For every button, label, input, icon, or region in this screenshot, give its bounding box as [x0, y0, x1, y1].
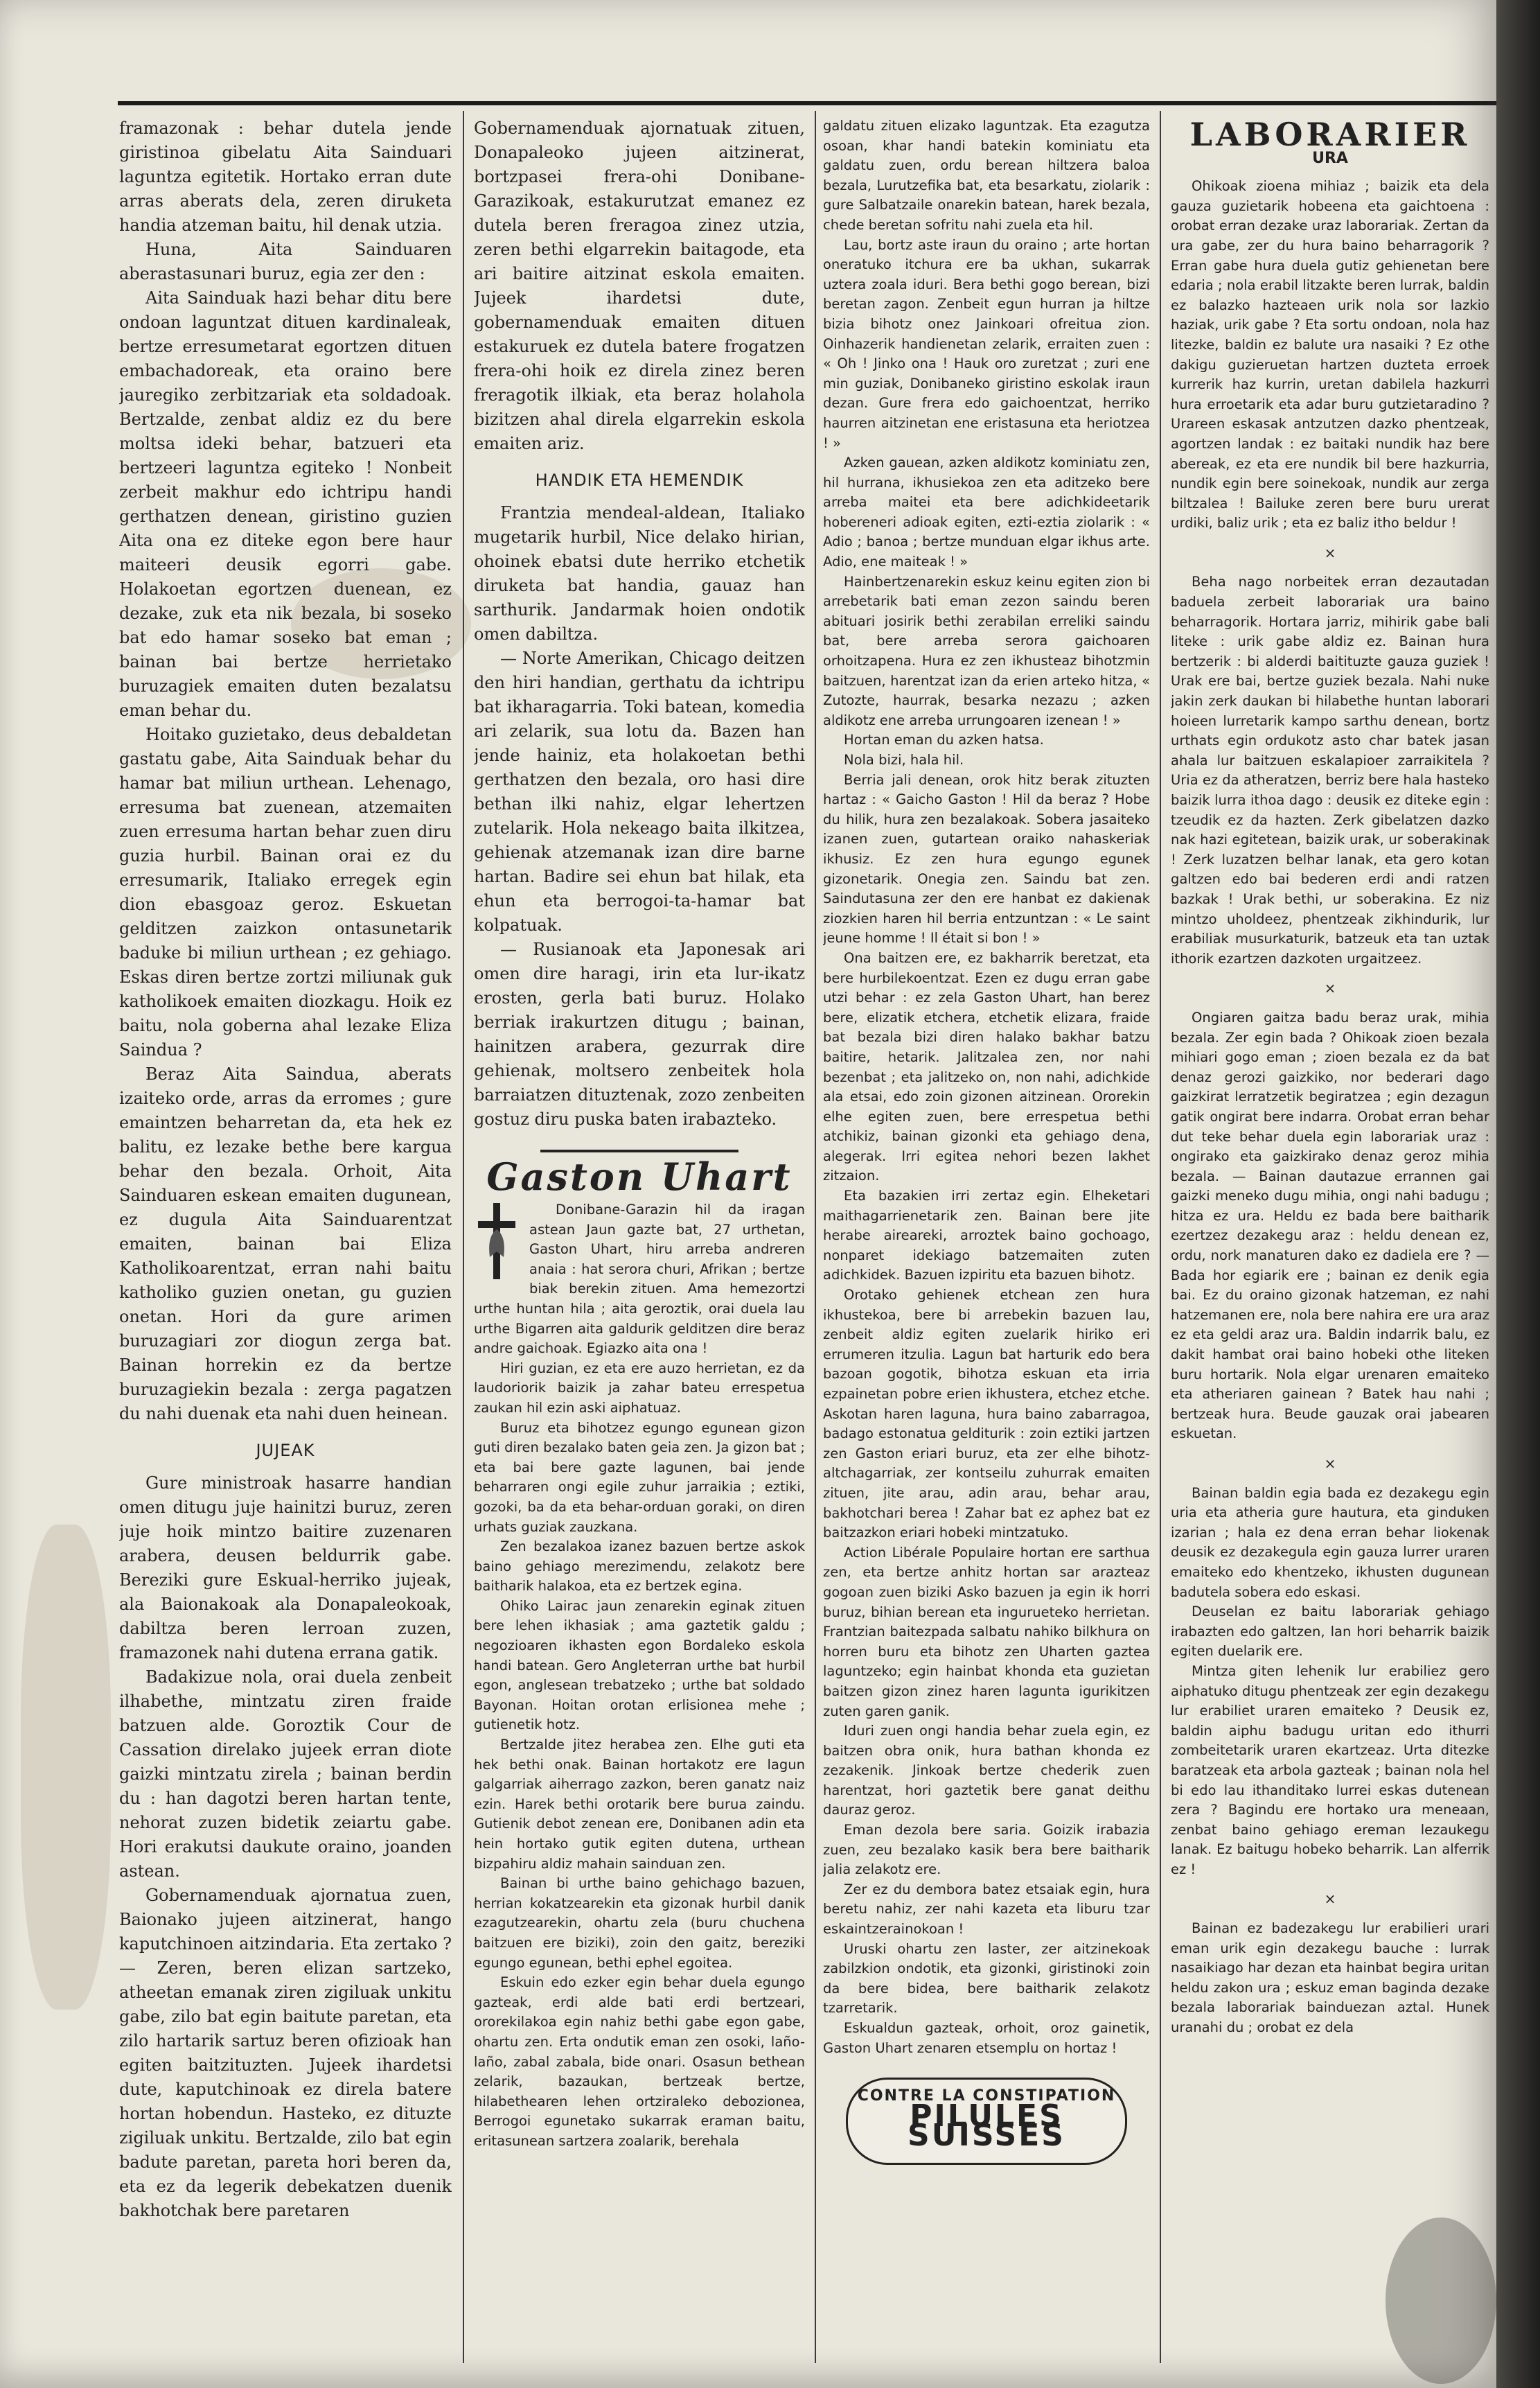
ad-brand: PILULES SUISSES	[908, 2098, 1065, 2154]
paragraph: galdatu zituen elizako laguntzak. Eta ezagutza osoan, khar handi batekin kominiatu eta galdatu zuen, ordu berean hiltzera baloa bezala, Lurutzefika bat, eta besarkatu, ziolarik : gure Salbatzaile onarekin batean, harek bezala, chede beretan sofritu nahi zuela eta hil.	[823, 118, 1150, 233]
paragraph: Huna, Aita Sainduaren aberastasunari buruz, egia zer den :	[119, 240, 452, 283]
paragraph: Beha nago norbeitek erran dezautadan baduela zerbeit laborariak ura baino beharragorik. Hortara jarriz, mihirik gabe bali liteke : urik gabe aldiz ez. Bainan hura bertzerik : bi alderdi baitituzte gauza guziek ! Urak ere bai, bertze guziek bezala. Nahi nuke jakin zerk daukan bi hilabethe huntan laborari hoieen lurretarik kampo sarthu denean, bortz urthats egin ordukotz asto char batek jasan ahala lur baitzuen eskalapioer zarraikitela ? Uria ez da atheratzen, berriz bere hala hasteko baizik lurra ithoa dago : deusik ez ditekе egin : tzeudik ez da hazten. Zerk gibelatzen dazko nak hazi egitetean, baizik urak, ur soberakinak ! Zerk luzatzen belhar lanak, eta gero kotan galtzen edo bai bederen erdi andi ratzen bazkak ! Urak bethi, ur soberakina. Ez niz mintzo uholdeez, phentzeak zikhindurik, lur erabiliak musurkaturik, batzeuk eta tan uztak ithorik ezartzen dazkoten urgaitzeez.	[1171, 574, 1489, 967]
paragraph: Azken gauean, azken aldikotz kominiatu zen, hil hurrana, ikhusiekoa zen eta aditzeko bere arreba maitei eta bere adichkideetarik hobereneri adioak egiten, ezti-eztia ziolarik : « Adio ; banoa ; bertze munduan elgar ikhus arte. Adio, ene maiteak ! »	[823, 455, 1150, 570]
paragraph: Badakizue nola, orai duela zenbeit ilhabethe, mintzatu ziren fraide batzuen alde. Goroztik Cour de Cassation direlako jujeek erran diote gaizki mintzatu zirela ; bainan berdin du : han dagotzi beren hartan tente, nehorat zuzen bidetik zeiartu gabe. Hori erakutsi daukute oraino, joanden astean.	[119, 1667, 452, 1881]
column-rule	[463, 111, 464, 2363]
paragraph: Lau, bortz aste iraun du oraino ; arte hortan oneratuko itchura ere ba ukhan, sukarrak uztera zoala iduri. Bera bethi gogo berean, bizi beretan zagon. Zenbeit egun hurran ja hiltze bizia bihotz onez Jainkoari ofreitua zion. Oinhazerik handienetan zelarik, erraiten zuen : « Oh ! Jinko ona ! Hauk oro zuretzat ; zuri ene min guziak, Donibaneko giristino eskolak iraun dezan. Gure frera edo gaichoentzat, herriko haurren aitzinetan ene eristasuna eta heriotzea ! »	[823, 236, 1150, 451]
paragraph: Eskuin edo ezker egin behar duela egungo gazteak, erdi alde bati erdi bertzeari, ororekilakoa egin nahiz bethi gabe egon gabe, ohartu zen. Erta ondutik eman zen osoki, laño-laño, zabal zabala, bide onari. Osasun bethean zelarik, bazaukan, bertzeak bertze, hilabethearen lehen ortziraleko debozionea, Berrogoi egunetako sukarrak eraman baitu, eritasunean sartzera zoalarik, berehala	[474, 1974, 805, 2149]
obituary-rule	[540, 1150, 739, 1152]
paragraph: Ongiaren gaitza badu beraz urak, mihia bezala. Zer egin bada ? Ohikoak zioen bezala mihiari gogo eman ; zioen bezala ez da bat denaz gerozi gaizkiko, nor bederari dago gaizkirat lerratzetik begiratzea ; egin dezagun gatik ongirat bere indarra. Orobat erran behar dut teke behar duela egin laborariak uraz : ongirako eta gaizkirako denaz geroz mihia bezala. — Bainan dautazue errannen gai gaizki meneko dugu mihia, ongi nahi badugu ; hitza ez ura. Heldu ez bada bere baitharik ezertzez dezakegu araz : heldu denean ez, ordu, nork manaturen dako ez dadiela ere ? — Bada hor egiarik ere ; bainan ez denik egia bai. Ez du oraino gizonak hatzeman, ez nahi hatzemanen ere, nola bere nahira ere ura araz ez eta geldi araz ura. Baldin indarrik balu, ez dakit hambat orai baino hobeki othe liteken buru hortarik. Nola elgar urenaren emaiteko eta atheriaren gainean ? Batek hau nahi ; bertzeak hura. Beude gauzak orai jabearen eskuetan.	[1171, 1009, 1489, 1442]
paper-stain	[21, 1525, 111, 2010]
paragraph: — Norte Amerikan, Chicago deitzen den hiri handian, gerthatu da ichtripu bat ikharagarria. Toki batean, komedia ari zelarik, sua lotu da. Bazen han jende hainiz, eta holakoetan bethi gerthatzen den bezala, oro hasi dire bethan ilki nahiz, elgar lehertzen zutelarik. Hola nekeago baita ilkitzea, gehienak atzemanak izan dire barne hartan. Badire sei ehun bat hilak, eta ehun eta berrogoi-ta-hamar bat kolpatuak.	[474, 649, 805, 935]
paragraph: Eskualdun gazteak, orhoit, oroz gainetik, Gaston Uhart zenaren etsemplu on hortaz !	[823, 2020, 1150, 2056]
paragraph: — Rusianoak eta Japonesak ari omen dire haragi, irin eta lur-ikatz erosten, gerla bati buruz. Holako berriak irakurtzen ditugu ; bainan, hainitzen arabera, gezurrak dire gehienak, moltsero zenbeitek hola barraiatzen dituztenak, zozo zenbeiten gostuz diru puska baten irabazteko.	[474, 940, 805, 1129]
separator-mark: ×	[1324, 1455, 1336, 1472]
paragraph: Zen bezalakoa izanez bazuen bertze askok baino gehiago merezimendu, zelakotz bere baitharik halakoa, eta ez bertzek egina.	[474, 1538, 805, 1595]
paragraph: Gure ministroak hasarre handian omen ditugu juje hainitzi buruz, zeren juje hoik mintzo baitire zuzenaren arabera, deusen beldurrik gabe. Bereziki gure Eskual-herriko jujeak, ala Baionakoak ala Donapaleokoak, dabiltza beren lerroan zuzen, framazonek nahi dutena errana gatik.	[119, 1473, 452, 1662]
section-heading: HANDIK ETA HEMENDIK	[535, 471, 744, 490]
top-rule	[118, 101, 1496, 105]
paragraph: Uruski ohartu zen laster, zer aitzinekoak zabilzkion ondotik, eta gizonki, giristinoki zoin da bere bidea, bere baitharik zelakotz tzarretarik.	[823, 1940, 1150, 2017]
column-3	[823, 116, 1150, 2334]
paragraph: Hoitako guzietako, deus debaldetan gastatu gabe, Aita Sainduak behar du hamar bat miliun urthean. Lehenago, erresuma bat zuenean, atzemaiten zuen erresuma hartan behar zuen diru guzia hurbil. Bainan orai ez du erresumarik, Italiako erregek egin dion ebasgoaz geroz. Eskuetan gelditzen zaizkon ontasunetarik baduke bi miliun urthean ; ez gehiago. Eskas diren bertze zortzi miliunak guk katholikoek emaiten diozkagu. Hoik ez baitu, nola goberna ahal lezake Eliza Saindua ?	[119, 725, 452, 1060]
paragraph: Nola bizi, hala hil.	[844, 752, 964, 768]
paragraph: Eta bazakien irri zertaz egin. Elheketari maithagarrienetarik zen. Bainan bere jite herabe aireareki, arroztek baino gochoago, nonparet idekiago batzemaiten zuten adichkidek. Bazuen izpiritu eta bazuen bihotz.	[823, 1188, 1150, 1283]
paragraph: Mintza giten lehenik lur erabiliez gero aiphatuko ditugu phentzeak zer egin dezakegu lur erabiliet uraren emaiteko ? Deusik ez, baldin aiphu badugu uritan edo ithurri zombeitetarik uraren ekartzeaz. Urta ditezke baratzeak eta arbola gazteak ; bainan nola hel bi edo lau ithanditako lurrei eskas dutenean zera ? Bagindu ere hortako ura meneaan, zenbat baino gehiago ereman lezaukegu lanak. Ez baitugu hobeko beharrik. Lan alferrik ez !	[1171, 1662, 1489, 1877]
paragraph: Eman dezola bere saria. Goizik irabazia zuen, zeu bezalako kasik bera bere baitharik jalia zelakotz ere.	[823, 1822, 1150, 1878]
paragraph: Ohikoak zioena mihiaz ; baizik eta dela gauza guzietarik hobeena eta gaichtoena : orobat erran dezake uraz laborariak. Zertan da ura gabe, zer du hura baino beharragorik ? Erran gabe hura duela gutiz gehienetan bere edaria ; nola erabil litzakte beren lurrak, baldin ez balazko hazteaen urik nola sor lazkio haziak, urik gabe ? Eta sortu ondoan, nola haz litezke, baldin ez balute ura nasaiki ? Ez othe dakigu guzieruetan hartzen duzteta erroek kurrerik haz kurrin, uretan dabilela hazkurri hura erroetarik eta adar buru gutzietaradino ? Urareen eskasak antzutzen dazko phentzeak, agortzen landak : ez baitaki nundik haz bere abereak, ez eta ere nundik bil bere hazkurria, nundik egin bere soinekoak, nundik aur zerga biltzalea ! Bailuke zeren bere buru urerat urdiki, baliz urik ; eta ez baliz itho beldur !	[1171, 178, 1489, 532]
paragraph: Hortan eman du azken hatsa.	[844, 732, 1044, 748]
advertisement	[846, 2078, 1127, 2165]
paragraph: Action Libérale Populaire hortan ere sarthua zen, eta bertze anhitz hortan sar arazteaz gogoan zuen biziki Asko bazuen ja egin ik horri buruz, bihian berean eta ingurueteko herrietan. Frantzian baitezpada salbatu nahiko bilkhura on horren buru eta bihotz zen Uharten gaztea laguntzeko; egin hainbat khonda eta guzietan baitzen gizon zinez haren lagunta igurikitzen zuten garen ganik.	[823, 1544, 1150, 1719]
obituary-title: Gaston Uhart	[486, 1155, 793, 1199]
column-2	[474, 116, 805, 2334]
paragraph: Bertzalde jitez herabea zen. Elhe guti eta hek bethi onak. Bainan hortakotz ere lagun galgarriak aiherrago zazkon, beren ganatz naiz ezin. Harek bethi orotarik bere burua zaindu. Gutienik debot zenean ere, Donibanen adin eta hein hortako gutik egiten dutena, urthean bizpahiru aldiz mahain sainduan zen.	[474, 1737, 805, 1872]
section-masthead: LABORARIER	[1189, 116, 1471, 153]
paragraph: Iduri zuen ongi handia behar zuela egin, ez baitzen obra onik, hura bathan khonda ez zezakenik. Jinkoak bertze chederik zuen harentzat, hori gaztetik bere ganat deithu dauraz geroz.	[823, 1723, 1150, 1818]
paragraph: Bainan baldin egia bada ez dezakegu egin uria eta atheria gure hautura, eta ginduken izarian ; hala ez dena erran behar liokenak deusik ez dezakegula egin gauza lurrer uraren emaiteko edo khentzeko, ikhusten dugunean badutela sobera edo eskasi.	[1171, 1484, 1489, 1600]
cross-icon	[474, 1200, 520, 1282]
column-1	[119, 116, 452, 2334]
paragraph: Beraz Aita Saindua, aberats izaiteko orde, arras da erromes ; gure emaintzen beharretan da, eta hek ez balitu, ez lezake bethe bere kargua behar den bezala. Orhoit, Aita Sainduaren eskean emaiten dugunean, ez dugula Aita Sainduarentzat emaiten, bainan bai Eliza Katholikoarentzat, erran nahi baitu katholiko guzien onetan, gu guzien onetan. Hori da gure arimen buruzagiari zor diogun zerga bat. Bainan horrekin ez da bertze buruzagiekin bezala : zerga pagatzen du nahi duenak eta nahi duen heinean.	[119, 1064, 452, 1423]
paragraph: Aita Sainduak hazi behar ditu bere ondoan laguntzat dituen kardinaleak, bertze erresumetarat egortzen dituen embachadoreak, eta oraino bere jauregiko zerbitzariak eta soldadoak. Bertzalde, zenbat aldiz ez du bere moltsa ideki behar, batzueri eta bertzeeri laguntza egiteko ! Nonbeit zerbeit makhur edo ichtripu handi gerthatzen denean, giristino guzien Aita ona ez diteke egon bere haur maiteeri deusik egorri gabe. Holakoetan egortzen duenean, ez dezake, zuk eta nik bezala, bi soseko bat edo hamar soseko bat eman ; bainan bai bertze herrietako buruzagiek emaiten duten bezalatsu eman behar du.	[119, 288, 452, 720]
paragraph: framazonak : behar dutela jende giristinoa gibelatu Aita Sainduari laguntza egitetik. Hortako erran dute arras aberats dela, zeren diruketa handia atzeman baitu, hil denak utzia.	[119, 118, 452, 235]
separator-mark: ×	[1324, 980, 1336, 997]
paragraph: Gobernamenduak ajornatuak zituen, Donapaleoko jujeen aitzinerat, bortzpasei frera-ohi Donibane-Garazikoak, estakurutzat emanez ez dutela beren freragoa zinez utzia, zeren bethi elgarrekin baitagode, eta ari baitire aitzinat eskola emaiten. Jujeek ihardetsi dute, gobernamenduak emaiten dituen estakuruek ez dutela batere frogatzen frera-ohi hoik ez direla zinez beren freragotik ilkiak, eta beraz holahola bizitzen ahal direla elgarrekin eskola emaiten ariz.	[474, 118, 805, 453]
ad-tagline: CONTRE LA CONSTIPATION	[857, 2087, 1116, 2105]
paragraph: Frantzia mendeal-aldean, Italiako mugetarik hurbil, Nice delako hirian, ohoinek ebatsi dute herriko etchetik diruketa bat handia, gauaz han sarthurik. Jandarmak hoien ondotik omen dabiltza.	[474, 503, 805, 644]
paragraph: Hiri guzian, ez eta ere auzo herrietan, ez da laudoriorik baizik ja zahar bateu errespetua zaukan hil ezin aski aiphatuaz.	[474, 1360, 805, 1416]
paragraph: Bainan ez badezakegu lur erabilieri urari eman urik egin dezakegu bauche : lurrak nasaikiago har dezan eta hainbat begira uritan heldu zakon ura ; eskuz eman baginda dezake bezala laborariak bainduezan aztal. Hunek uranahi du ; orobat ez dela	[1171, 1920, 1489, 2036]
paragraph: Deuselan ez baitu laborariak gehiago irabazten edo galtzen, lan hori beharrik baizik egiten duelarik ere.	[1171, 1604, 1489, 1660]
paragraph: Orotako gehienek etchean zen hura ikhustekoa, bere bi arrebekin bazuen lau, zenbeit aldiz egiten zuelarik hiriko eri errumeren itzulia. Lagun bat harturik edo bera bazoan gogotik, bihotza eskuan eta irria ezpainetan pobre erien ikhustera, etchez etche. Askotan haren laguna, hura baino zabarragoa, badago estonatua gelditurik : zoin eztiki jartzen zen Gaston eriari buruz, eta zer elhe bihotz-altchagarriak, zer kontseilu zuhurrak emaiten zituen, jite arau, adin arau, behar arau, bakhotchari berea ! Zahar bat ez aphez bat ez baitzazkon eriari hobeki mintzatuko.	[823, 1287, 1150, 1541]
column-4	[1171, 116, 1489, 2334]
column-rule	[1160, 111, 1161, 2363]
paragraph: Hainbertzenarekin eskuz keinu egiten zion bi arrebetarik bati eman zezon saindu beren abituari josirik bethi zerabilan erreliki saindu bat, bere arreba serora gaichoaren orhoitzapena. Hura ez zen ikhusteaz bihotzmin baitzuen, harentzat izan da erien arteko hitza, « Zutozte, haurrak, besarka nezazu ; azken aldikotz ene arreba urrungoaren izenean ! »	[823, 573, 1150, 728]
page-edge-shadow	[1496, 0, 1540, 2388]
paragraph: Ona baitzen ere, ez bakharrik beretzat, eta bere hurbilekoentzat. Ezen ez dugu erran gabe utzi behar : ez zela Gaston Uhart, han berez bere, elizatik etchera, etchetik elizara, fraide bat bezala bizi diren halako bakhar batzu baitire, hetarik. Jalitzalea zen, nor nahi bezenbat ; eta jalitzeko on, non nahi, adichkide ala etsai, edo zoin gizonen aitzinean. Ororekin elhe egiten zuen, bere errespetua bethi atchikiz, bainan gizonki eta gehiago dena, alegerak. Irri egitea nehori bezen lakhet zitzaion.	[823, 949, 1150, 1184]
separator-mark: ×	[1324, 544, 1336, 561]
paragraph: Buruz eta bihotzez egungo egunean gizon guti diren bezalako baten geia zen. Ja gizon bat ; eta bai bere gazte lagunen, bai jende beharraren ongi egile zuhur jarraikia ; eztiki, gozoki, ba da eta behar-orduan goraki, on diren urhats guziak zauzkana.	[474, 1419, 805, 1535]
section-subheading: URA	[1312, 149, 1348, 167]
column-rule	[815, 111, 816, 2363]
paragraph: Zer ez du dembora batez etsaiak egin, hura beretu nahiz, zer nahi kazeta eta liburu tzar eskaintzerainokoan !	[823, 1881, 1150, 1938]
paragraph: Donibane-Garazin hil da iragan astean Jaun gazte bat, 27 urthetan, Gaston Uhart, hiru arreba andreren anaia : hat serora churi, Afrikan ; bertze biak berekin zituen. Ama hemezortzi urthe huntan hila ; aita geroztik, orai duela lau urthe Bigarren aita galdurik gelditzen dire beraz andre gaichoak. Egiazko aita ona !	[474, 1202, 805, 1357]
section-heading: JUJEAK	[256, 1441, 315, 1460]
paragraph: Ohiko Lairac jaun zenarekin eginak zituen bere lehen ikhasiak ; ama gaztetik galdu ; negozioaren ikhasten egon Bordaleko eskola handi batean. Gero Angleterran urthe bat hurbil egon, anglesean trebatzeko ; urthe bat soldado Bayonan. Hoitan orotan erlisionea mehe ; gutienetik hotz.	[474, 1597, 805, 1733]
paragraph: Bainan bi urthe baino gehichago bazuen, herrian kokatzearekin eta gizonak hurbil danik ezagutzearekin, ohartu zela (buru chuchena baitzuen ere biziki), zoin den gaitz, bereziki egungo egunean, bethi ephel egoitea.	[474, 1875, 805, 1971]
separator-mark: ×	[1324, 1890, 1336, 1908]
paragraph: Gobernamenduak ajornatua zuen, Baionako jujeen aitzinerat, hango kaputchinoen aitzindaria. Eta zertako ? — Zeren, beren elizan sartzeko, atheetan emanak ziren zigiluak unkitu gabe, zilo bat egin baitute paretan, eta zilo hartarik sartuz beren ofizioak han egiten baitzituzten. Jujeek ihardetsi dute, kaputchinoak ez direla batere hortan hobendun. Hasteko, ez dituzte zigiluak unkitu. Bertzalde, zilo bat egin badute paretan, pareta hori beren da, eta ez da legerik debekatzen duenik bakhotchak bere paretaren	[119, 1886, 452, 2220]
paragraph: Berria jali denean, orok hitz berak zituzten hartaz : « Gaicho Gaston ! Hil da beraz ? Hobe du hilik, hura zen bezalakoak. Sobera jasaiteko izanen zuen, gutartean oraiko nahaskeriak ikhusiz. Ez zen hura egungo egunek gizonetarik. Onegia zen. Saindu bat zen. Saindutasuna zer den ere hanbat ez dakienak ziozkien haren hil berria entzuntzan : « Le saint jeune homme ! Il était si bon ! »	[823, 771, 1150, 947]
